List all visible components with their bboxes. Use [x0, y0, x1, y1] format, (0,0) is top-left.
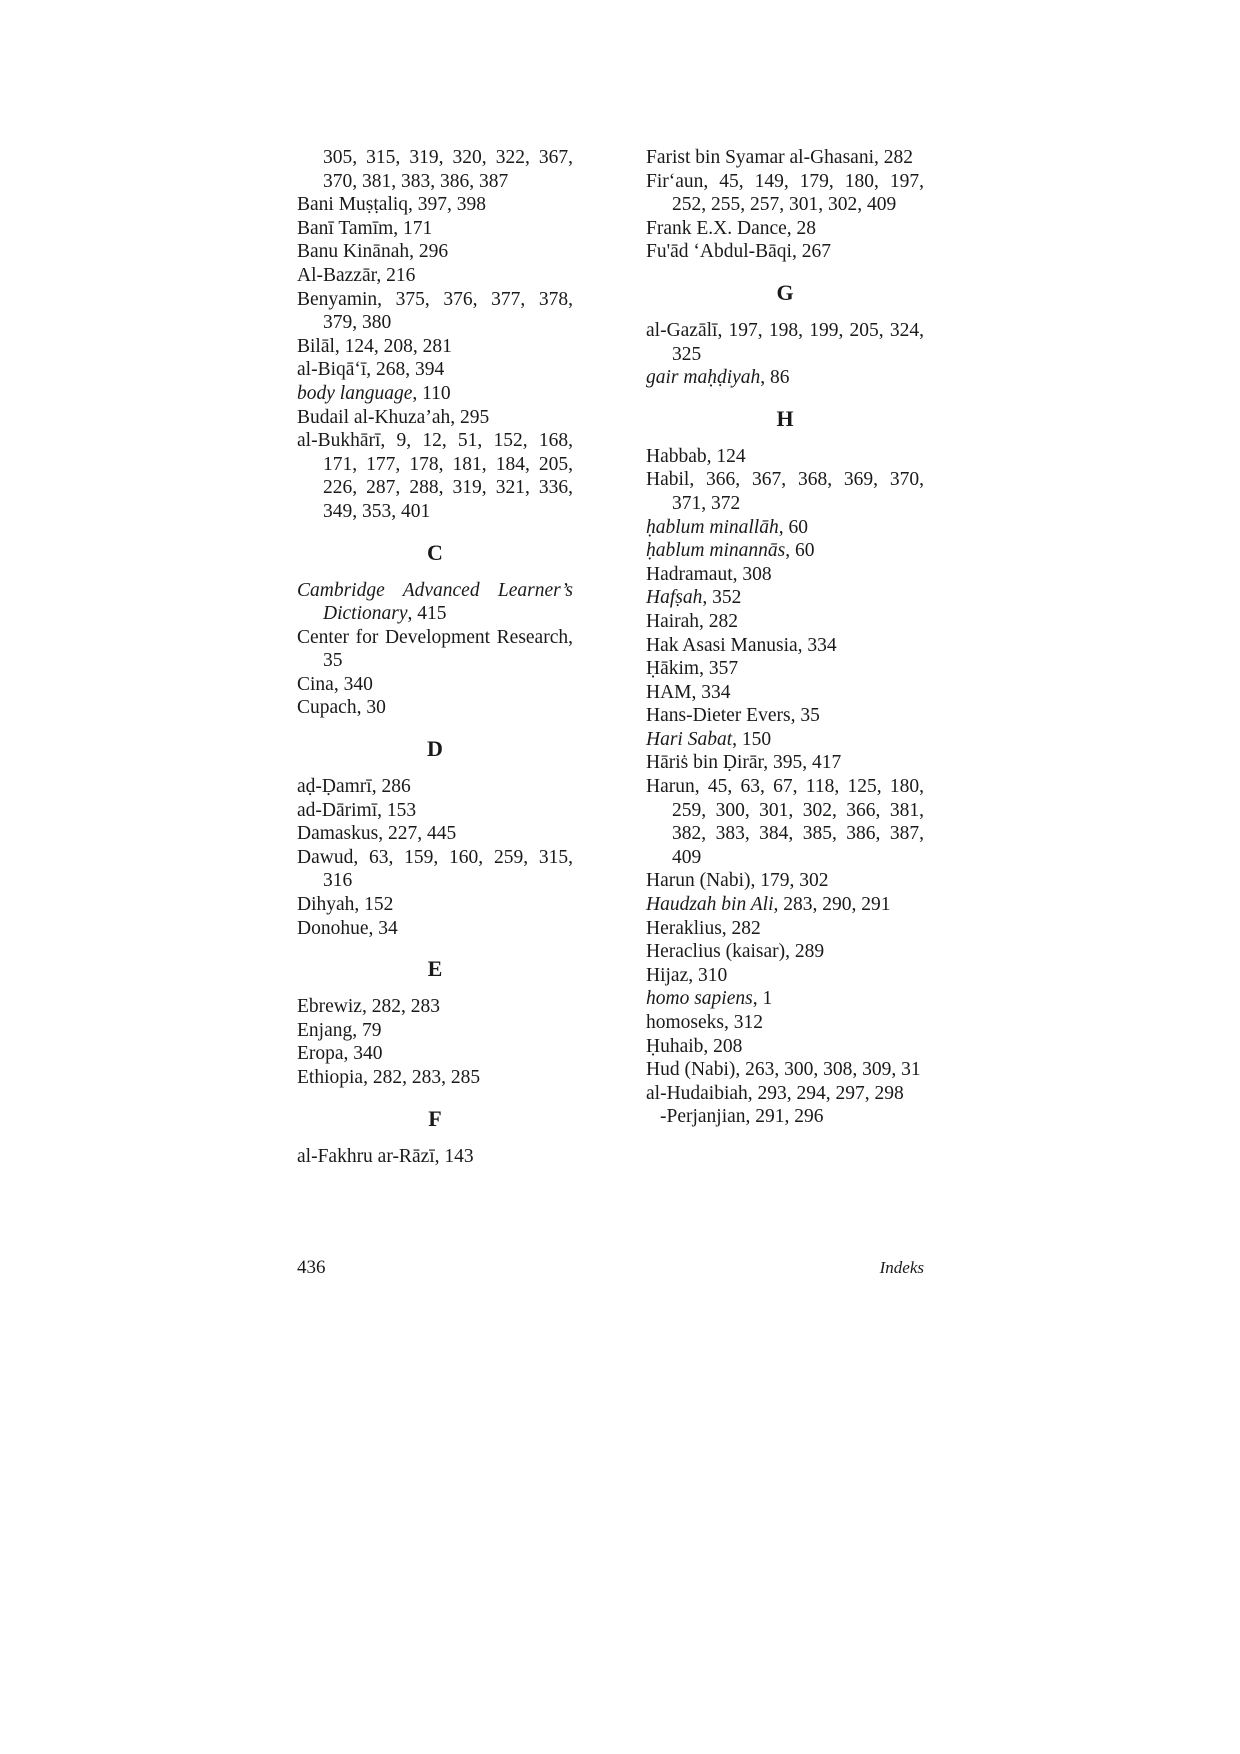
index-entry-text: Hijaz, 310 [646, 964, 728, 986]
index-entry-text: al-Gazālī, 197, 198, 199, 205, 324, 325 [646, 319, 924, 365]
index-entry-text: Enjang, 79 [297, 1019, 382, 1041]
index-entry [646, 964, 924, 988]
index-entry [646, 987, 924, 1011]
index-entry-text: , 60 [785, 540, 815, 562]
index-entry [297, 217, 573, 241]
index-letter-heading: E [427, 956, 443, 982]
index-entry [646, 539, 924, 563]
index-entry [646, 634, 924, 658]
index-entry [297, 193, 573, 217]
index-entry [646, 657, 924, 681]
index-entry [646, 170, 924, 217]
index-entry-text: -Perjanjian, 291, 296 [660, 1106, 824, 1128]
index-entry [297, 673, 573, 697]
index-entry-text: Benyamin, 375, 376, 377, 378, 379, 380 [297, 288, 573, 334]
index-term-italic: ḥablum minallāh [646, 516, 779, 538]
index-entry [297, 240, 573, 264]
index-entry-text: Heraklius, 282 [646, 917, 761, 939]
index-entry [646, 319, 924, 366]
index-entry [646, 240, 924, 264]
index-entry [297, 382, 573, 406]
index-entry-text: , 1 [752, 988, 773, 1010]
index-entry [646, 728, 924, 752]
index-entry [297, 1066, 573, 1090]
index-entry-text: , 415 [407, 603, 447, 625]
index-entry [297, 358, 573, 382]
index-term-italic: homo sapiens [646, 988, 753, 1010]
index-entry-text: al-Fakhru ar-Rāzī, 143 [297, 1145, 474, 1167]
index-entry [297, 579, 573, 626]
index-entry-text: , 283, 290, 291 [773, 894, 891, 916]
index-entry-text: Al-Bazzār, 216 [297, 264, 416, 286]
index-entry-text: HAM, 334 [646, 681, 731, 703]
index-entry [297, 696, 573, 720]
index-entry [297, 893, 573, 917]
index-entry-text: Donohue, 34 [297, 917, 398, 939]
index-entry [646, 869, 924, 893]
index-entry-text: Hadramaut, 308 [646, 563, 772, 585]
page-number: 436 [297, 1257, 326, 1278]
index-term-italic: Hari Sabat [646, 728, 733, 750]
index-entry-text: Habbab, 124 [646, 445, 746, 467]
index-entry-text: Banī Tamīm, 171 [297, 217, 433, 239]
index-entry-text: Hak Asasi Manusia, 334 [646, 634, 837, 656]
running-title: Indeks [879, 1258, 924, 1277]
index-entry [297, 822, 573, 846]
index-entry-text: , 110 [412, 382, 451, 404]
index-entry-text: Hans-Dieter Evers, 35 [646, 705, 820, 727]
index-entry-text: Harun (Nabi), 179, 302 [646, 870, 829, 892]
index-letter-heading: D [427, 736, 443, 762]
index-entry [646, 1035, 924, 1059]
index-entry-text: al-Biqā‘ī, 268, 394 [297, 359, 445, 381]
index-entry-text: Ethiopia, 282, 283, 285 [297, 1067, 481, 1088]
index-entry [297, 626, 573, 673]
index-term-italic: ḥablum minannās [646, 540, 786, 562]
index-entry [646, 610, 924, 634]
index-entry-text: Habil, 366, 367, 368, 369, 370, 371, 372 [646, 469, 924, 514]
index-subentry [646, 1105, 924, 1129]
index-entry-text: Fu'ād ‘Abdul-Bāqi, 267 [646, 241, 831, 263]
index-entry-text: al-Bukhārī, 9, 12, 51, 152, 168, 171, 177, 178, 181, 184, 205, 226, 287, 288, 319, 321, 336, 349, 353, 401 [297, 430, 573, 522]
index-entry [646, 940, 924, 964]
index-entry-text: Harun, 45, 63, 67, 118, 125, 180, 259, 300, 301, 302, 366, 381, 382, 383, 384, 385, 386, 387, 409 [646, 776, 924, 868]
index-entry [646, 704, 924, 728]
index-entry-text: Heraclius (kaisar), 289 [646, 941, 825, 963]
index-entry-text: Eropa, 340 [297, 1043, 383, 1065]
index-entry-text: homoseks, 312 [646, 1012, 763, 1033]
index-entry [297, 917, 573, 941]
index-entry-text: Bilāl, 124, 208, 281 [297, 335, 452, 357]
index-entry [297, 429, 573, 523]
index-letter-heading: C [427, 539, 443, 565]
index-entry [646, 217, 924, 241]
index-entry [646, 917, 924, 941]
index-entry [646, 468, 924, 515]
index-entry [297, 995, 573, 1019]
index-entry [646, 146, 924, 170]
index-letter-heading: H [776, 405, 794, 431]
index-entry-text: , 150 [732, 728, 772, 750]
index-entry [297, 335, 573, 359]
index-entry-text: aḍ-Ḍamrī, 286 [297, 776, 411, 798]
index-entry-text: Ḥuhaib, 208 [646, 1035, 743, 1057]
index-entry-text: Ḥākim, 357 [646, 658, 739, 680]
index-entry-text: Dihyah, 152 [297, 894, 394, 916]
index-entry [646, 586, 924, 610]
index-entry [646, 751, 924, 775]
index-entry-text: Hāriṡ bin Ḍirār, 395, 417 [646, 752, 842, 774]
index-term-italic: Haudzah bin Ali [646, 894, 774, 916]
index-entry-text: ad-Dārimī, 153 [297, 799, 417, 821]
index-column-left [297, 146, 573, 1168]
index-entry [646, 1058, 924, 1082]
index-term-italic: Hafṣah [646, 587, 703, 609]
index-entry [297, 846, 573, 893]
index-entry [297, 146, 573, 193]
index-entry-text: Bani Muṣṭaliq, 397, 398 [297, 194, 487, 216]
index-entry [297, 1145, 573, 1169]
index-letter-heading: G [776, 279, 794, 305]
index-entry-text: Hud (Nabi), 263, 300, 308, 309, 31 [646, 1059, 921, 1081]
index-entry [646, 1082, 924, 1106]
index-entry [646, 366, 924, 390]
index-entry-text: Center for Development Research, 35 [297, 626, 573, 672]
index-entry-text: Fir‘aun, 45, 149, 179, 180, 197, 252, 255, 257, 301, 302, 409 [646, 170, 924, 216]
index-term-italic: gair maḥḍiyah [646, 367, 761, 389]
index-entry-text: Cina, 340 [297, 673, 373, 695]
index-term-italic: Cambridge Advanced Learner’s Dictionary [297, 579, 573, 625]
index-entry [297, 264, 573, 288]
index-entry-text: Damaskus, 227, 445 [297, 823, 457, 845]
index-entry-text: 305, 315, 319, 320, 322, 367, 370, 381, 383, 386, 387 [323, 147, 573, 192]
index-entry [297, 1019, 573, 1043]
index-entry [646, 563, 924, 587]
index-entry-text: Banu Kinānah, 296 [297, 241, 449, 263]
index-entry [297, 406, 573, 430]
index-entry-text: Cupach, 30 [297, 697, 386, 719]
index-entry [297, 1042, 573, 1066]
index-entry-text: Dawud, 63, 159, 160, 259, 315, 316 [297, 846, 573, 892]
index-entry-text: Ebrewiz, 282, 283 [297, 996, 440, 1018]
index-entry [297, 799, 573, 823]
index-entry-text: , 60 [778, 516, 808, 538]
index-entry [646, 893, 924, 917]
index-entry [297, 775, 573, 799]
index-entry-text: Frank E.X. Dance, 28 [646, 217, 817, 239]
index-entry [646, 1011, 924, 1035]
index-entry-text: , 86 [760, 367, 790, 389]
index-entry-text: , 352 [702, 587, 742, 609]
index-letter-heading: F [428, 1105, 442, 1131]
index-entry-text: Budail al-Khuza’ah, 295 [297, 406, 490, 428]
index-entry [646, 775, 924, 869]
index-entry [646, 516, 924, 540]
index-entry-text: Farist bin Syamar al-Ghasani, 282 [646, 147, 913, 168]
index-entry [297, 288, 573, 335]
index-entry [646, 681, 924, 705]
index-term-italic: body language [297, 382, 413, 404]
index-column-right [646, 146, 924, 1129]
index-entry-text: Hairah, 282 [646, 610, 739, 632]
index-entry-text: al-Hudaibiah, 293, 294, 297, 298 [646, 1082, 904, 1104]
index-entry [646, 445, 924, 469]
